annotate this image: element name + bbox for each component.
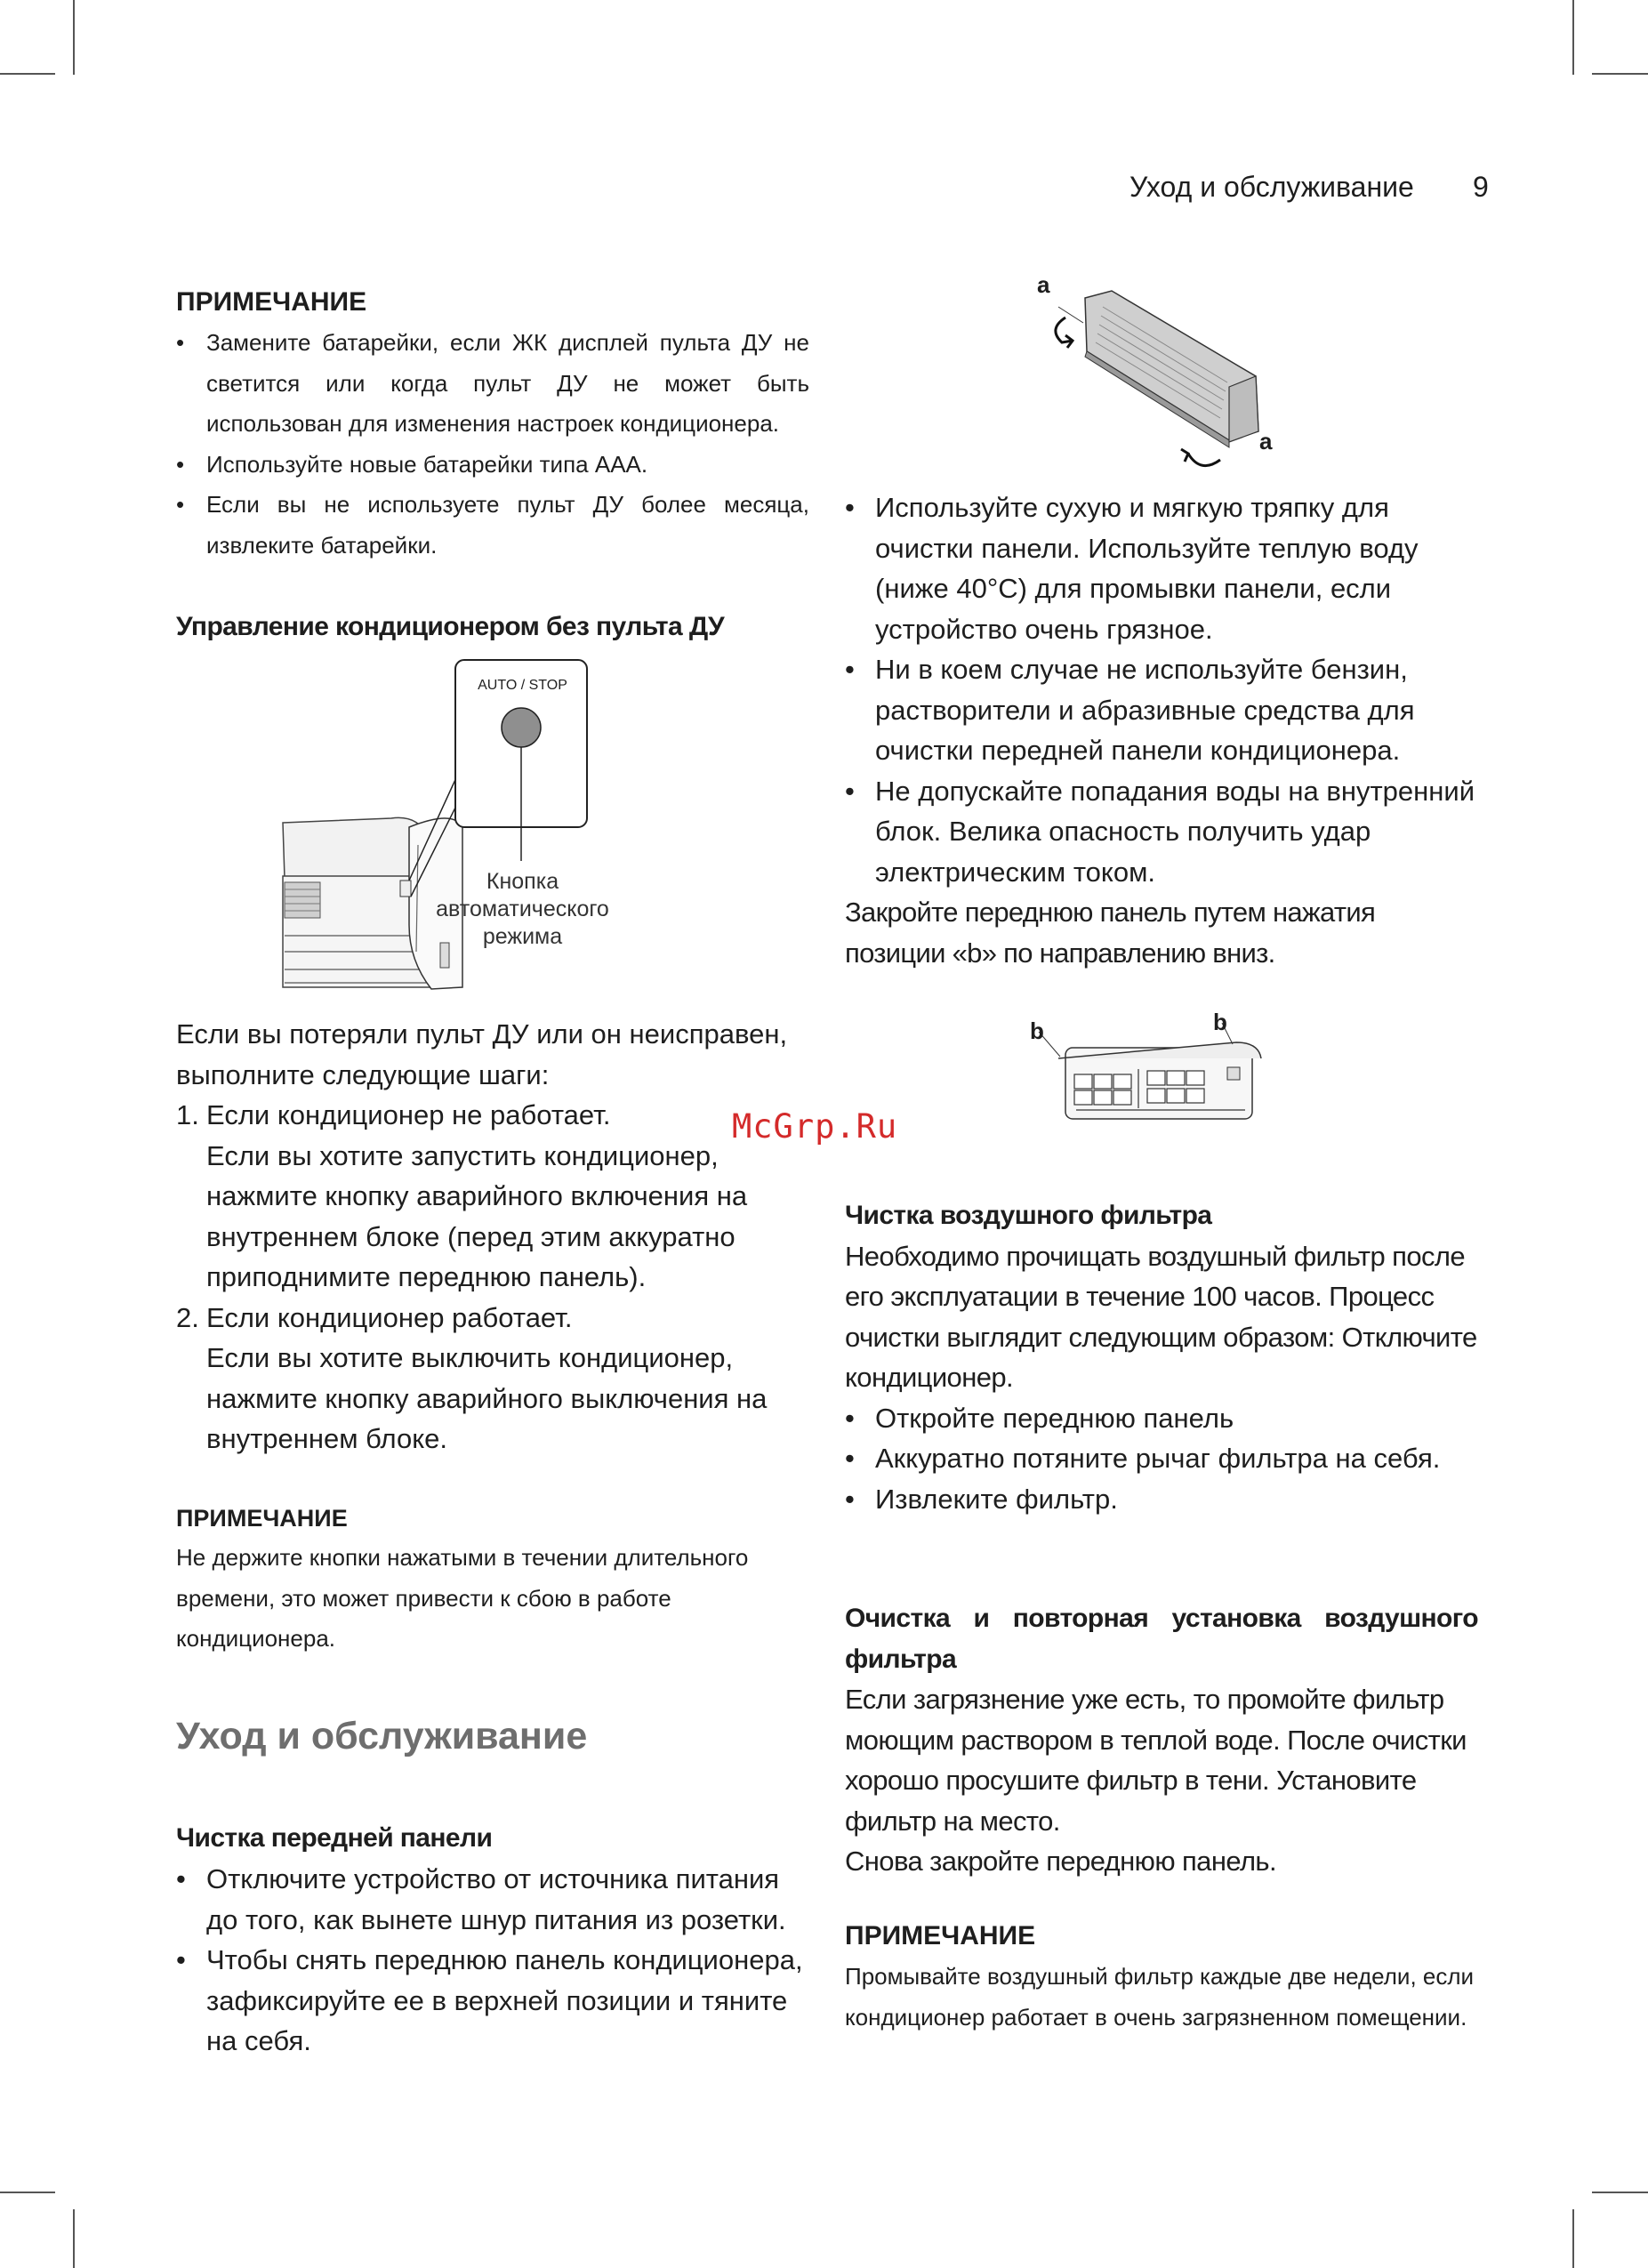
reinstall-paragraph: Если загрязнение уже есть, то промойте фильтр моющим раствором в теплой воде. После очистки хорошо просушите фильтр в тени. Установите фильтр на место. xyxy=(845,1684,1467,1837)
list-item: • Если вы не используете пульт ДУ более месяца, извлеките батарейки. xyxy=(176,485,809,566)
step-title: Если кондиционер не работает. xyxy=(206,1099,611,1130)
crop-mark xyxy=(1592,73,1648,75)
step-text: Если вы хотите выключить кондиционер, нажмите кнопку аварийного выключения на внутреннем блоке. xyxy=(206,1342,768,1454)
air-conditioner-illustration xyxy=(1023,271,1290,476)
filter-section xyxy=(845,1195,1478,1519)
filter-steps xyxy=(845,1398,1478,1520)
close-panel-paragraph: Закройте переднюю панель путем нажатия позиции «b» по направлению вниз. xyxy=(845,897,1376,969)
left-column xyxy=(176,287,809,566)
section-heading: Управление кондиционером без пульта ДУ xyxy=(176,612,725,641)
reinstall-section xyxy=(845,1598,1478,1882)
air-conditioner-front-illustration xyxy=(1023,1005,1290,1138)
list-item xyxy=(176,1298,809,1460)
reinstall-paragraph-2: Снова закройте переднюю панель. xyxy=(845,1846,1276,1877)
manual-control-steps xyxy=(176,1014,809,1460)
crop-mark xyxy=(1592,2192,1648,2193)
filter-paragraph: Необходимо прочищать воздушный фильтр после его эксплуатации в течение 100 часов. Процесс очистки выглядит следующим образом: Отключите кондиционер. xyxy=(845,1240,1477,1393)
note-text: Не держите кнопки нажатыми в течении длительного времени, это может привести к сбою в работе кондиционера. xyxy=(176,1544,749,1652)
label-a-bottom: a xyxy=(1259,428,1273,454)
crop-mark xyxy=(0,73,55,75)
running-header xyxy=(1129,171,1414,204)
subsection-heading: Чистка передней панели xyxy=(176,1823,493,1853)
label-b-right: b xyxy=(1213,1009,1227,1035)
note-list xyxy=(176,323,809,566)
bullet-list xyxy=(845,487,1478,892)
list-item: • Чтобы снять переднюю панель кондиционера, зафиксируйте ее в верхней позиции и тяните на себя. xyxy=(176,1940,809,2062)
caption-line: автоматического xyxy=(436,897,609,921)
care-section xyxy=(176,1715,809,1758)
note-heading: ПРИМЕЧАНИЕ xyxy=(845,1921,1036,1950)
steps-list xyxy=(176,1095,809,1460)
section-title: Уход и обслуживание xyxy=(176,1715,588,1757)
crop-mark xyxy=(1572,0,1574,75)
label-b-left: b xyxy=(1030,1017,1044,1044)
list-item: • Замените батарейки, если ЖК дисплей пульта ДУ не светится или когда пульт ДУ не может быть использован для изменения настроек кондиционера. xyxy=(176,323,809,445)
list-item: • Аккуратно потяните рычаг фильтра на себя. xyxy=(845,1438,1478,1479)
step-title: Если кондиционер работает. xyxy=(206,1301,573,1333)
intro-paragraph: Если вы потеряли пульт ДУ или он неисправен, выполните следующие шаги: xyxy=(176,1018,788,1090)
list-item: • Извлеките фильтр. xyxy=(845,1479,1478,1520)
crop-mark xyxy=(1572,2209,1574,2268)
unit-figure-a xyxy=(1023,271,1290,476)
note-2 xyxy=(176,1505,809,1660)
step-text: Если вы хотите запустить кондиционер, нажмите кнопку аварийного включения на внутреннем блоке (перед этим аккуратно приподнимите переднюю панель). xyxy=(206,1139,748,1292)
crop-mark xyxy=(73,0,75,75)
subsection-heading: Очистка и повторная установка воздушного фильтра xyxy=(845,1604,1478,1674)
manual-control-section xyxy=(176,612,809,642)
crop-mark xyxy=(0,2192,55,2193)
unit-figure-b xyxy=(1023,1005,1290,1138)
step-number: 2. xyxy=(176,1301,199,1333)
auto-stop-label: AUTO / STOP xyxy=(478,678,567,693)
list-item: • Ни в коем случае не используйте бензин, растворители и абразивные средства для очистки передней панели кондиционера. xyxy=(845,649,1478,771)
step-number: 1. xyxy=(176,1099,199,1130)
caption-line: режима xyxy=(482,924,563,949)
watermark: McGrp.Ru xyxy=(732,1107,898,1146)
note-heading: ПРИМЕЧАНИЕ xyxy=(176,287,367,317)
note-3 xyxy=(845,1921,1478,2038)
list-item xyxy=(176,1095,809,1298)
front-panel-section xyxy=(176,1823,809,2062)
page-number: 9 xyxy=(1473,171,1489,203)
figure-caption xyxy=(427,868,618,951)
front-panel-list xyxy=(176,1859,809,2062)
list-item: • Используйте новые батарейки типа ААА. xyxy=(176,445,809,486)
list-item: • Не допускайте попадания воды на внутренний блок. Велика опасность получить удар электрическим током. xyxy=(845,771,1478,893)
crop-mark xyxy=(73,2209,75,2268)
note-heading: ПРИМЕЧАНИЕ xyxy=(176,1505,348,1532)
subsection-heading: Чистка воздушного фильтра xyxy=(845,1201,1212,1230)
list-item: • Отключите устройство от источника питания до того, как вынете шнур питания из розетки. xyxy=(176,1859,809,1940)
note-text: Промывайте воздушный фильтр каждые две недели, если кондиционер работает в очень загрязненном помещении. xyxy=(845,1963,1475,2031)
caption-line: Кнопка xyxy=(486,869,559,894)
header-title: Уход и обслуживание xyxy=(1129,171,1414,203)
label-a-top: a xyxy=(1037,271,1050,298)
panel-cleaning-list xyxy=(845,487,1478,973)
list-item: • Откройте переднюю панель xyxy=(845,1398,1478,1439)
auto-stop-figure xyxy=(276,658,609,996)
list-item: • Используйте сухую и мягкую тряпку для очистки панели. Используйте теплую воду (ниже 40°С) для промывки панели, если устройство очень грязное. xyxy=(845,487,1478,649)
